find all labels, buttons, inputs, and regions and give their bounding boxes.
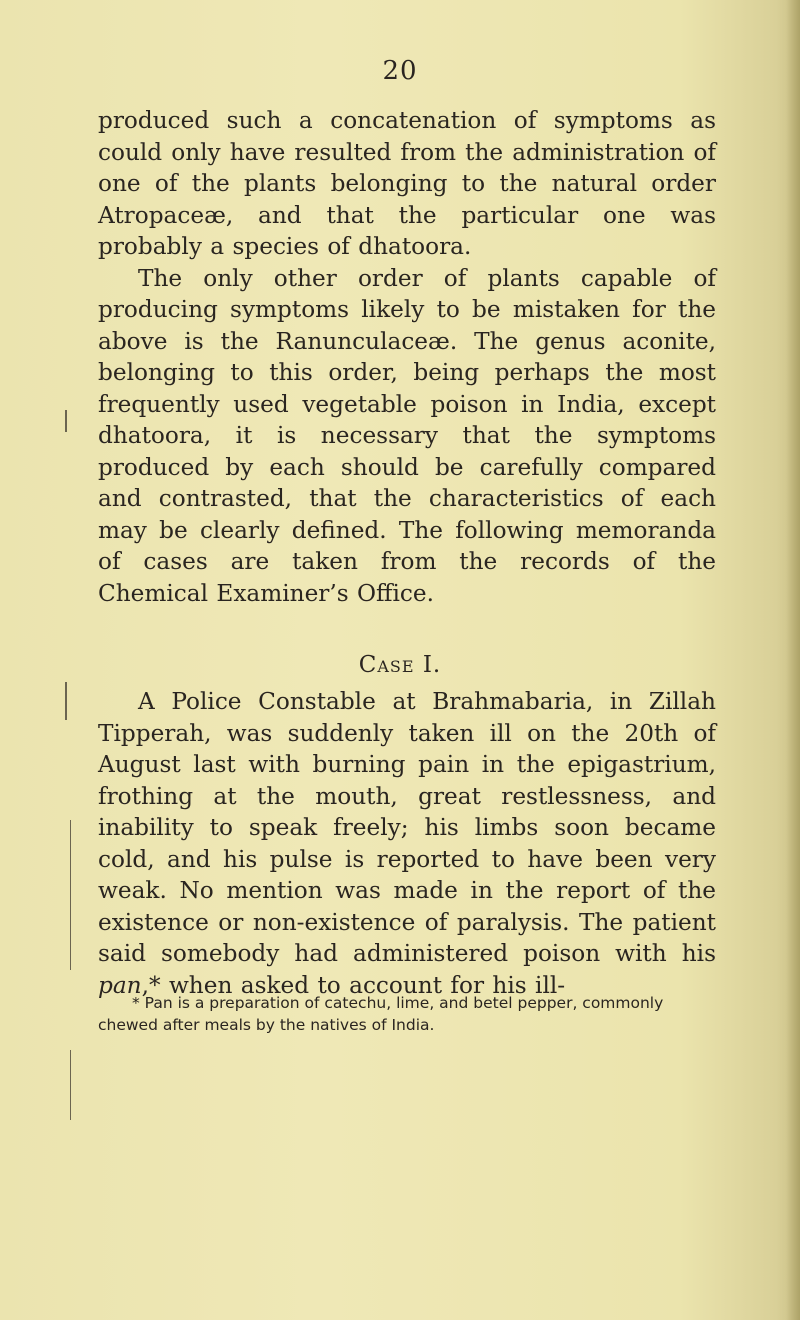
case-text-italic: pan xyxy=(98,971,142,999)
footnote: * Pan is a preparation of catechu, lime, and betel pepper, commonly chewed after meals by the natives of India. xyxy=(98,994,664,1034)
page-number: 20 xyxy=(382,56,418,86)
main-text xyxy=(98,105,716,609)
case-paragraph xyxy=(98,686,716,1001)
footnote-marker: ,* xyxy=(141,971,161,999)
margin-mark xyxy=(65,410,67,432)
case-text-after: when asked to account for his ill- xyxy=(160,971,566,999)
paragraph-1: produced such a concatenation of symptoms as could only have resulted from the administration of one of the plants belonging to the natural order Atropaceæ, and that the particular one was probably a species of dhatoora. xyxy=(98,107,716,260)
case-text-before: A Police Constable at Brahmabaria, in Zillah Tipperah, was suddenly taken ill on the 20th of August last with burning pain in the epigastrium, frothing at the mouth, great restlessness, and inability to speak freely; his limbs soon became cold, and his pulse is reported to have been very weak. No mention was made in the report of the existence or non-existence of paralysis. The patient said somebody had administered poison with his xyxy=(98,688,716,967)
case-heading: Case I. xyxy=(358,652,442,678)
paragraph-2: The only other order of plants capable of producing symptoms likely to be mistaken for the above is the Ranunculaceæ. The genus aconite, belonging to this order, being perhaps the most frequently used vegetable poison in India, except dhatoora, it is necessary that the symptoms produced by each should be carefully compared and contrasted, that the characteristics of each may be clearly defined. The following memoranda of cases are taken from the records of the Chemical Examiner’s Office. xyxy=(98,264,716,607)
margin-mark xyxy=(65,682,67,720)
margin-mark xyxy=(70,1050,71,1120)
margin-mark xyxy=(70,820,71,970)
